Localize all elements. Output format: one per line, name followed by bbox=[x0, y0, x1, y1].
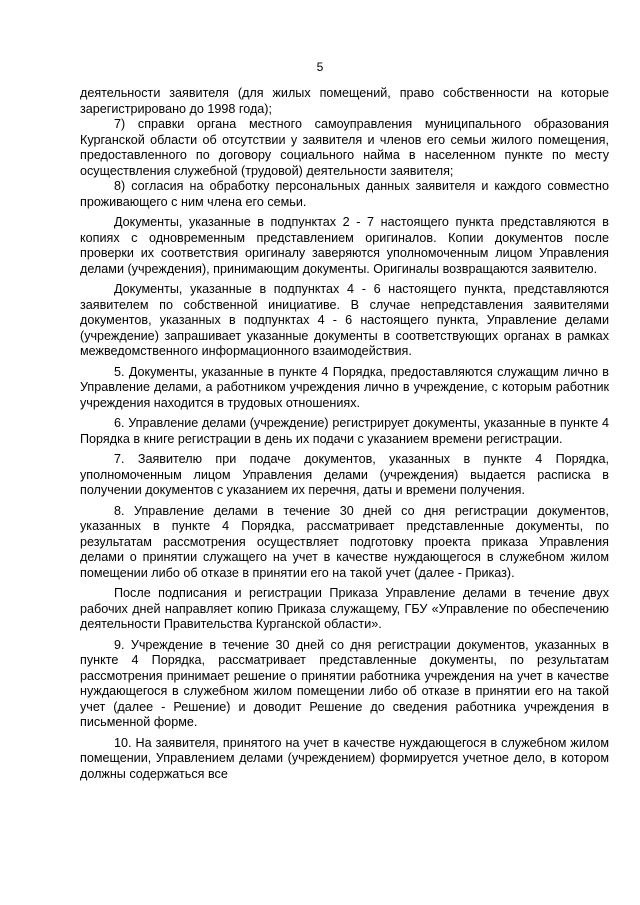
paragraph-clause-10: 10. На заявителя, принятого на учет в качестве нуждающегося в служебном жилом помещении, Управлением делами (учреждением) формируется учетное дело, в котором должны содержаться все bbox=[80, 735, 609, 781]
paragraph-initiative-note: Документы, указанные в подпунктах 4 - 6 настоящего пункта, представляются заявителем по собственной инициативе. В случае непредставления заявителями документов, указанных в подпунктах 4 - 6 настоящего пункта, Управление делами (учреждение) запрашивает указанные документы в соответствующих органах в рамках межведомственного информационного взаимодействия. bbox=[80, 282, 609, 358]
paragraph-item-8: 8) согласия на обработку персональных данных заявителя и каждого совместно проживающего с ним члена его семьи. bbox=[80, 179, 609, 209]
paragraph-clause-6: 6. Управление делами (учреждение) регистрирует документы, указанные в пункте 4 Порядка в книге регистрации в день их подачи с указанием времени регистрации. bbox=[80, 416, 609, 446]
paragraph-copies-note: Документы, указанные в подпунктах 2 - 7 настоящего пункта представляются в копиях с одновременным представлением оригиналов. Копии документов после проверки их соответствия оригиналу заверяются уполномоченным лицом Управления делами (учреждения), принимающим документы. Оригиналы возвращаются заявителю. bbox=[80, 215, 609, 276]
page-number: 5 bbox=[316, 60, 324, 74]
paragraph-clause-7: 7. Заявителю при подаче документов, указанных в пункте 4 Порядка, уполномоченным лицом Управления делами (учреждения) выдается расписка в получении документов с указанием их перечня, даты и времени получения. bbox=[80, 452, 609, 497]
paragraph-clause-9: 9. Учреждение в течение 30 дней со дня регистрации документов, указанных в пункте 4 Порядка, рассматривает представленные документы, по результатам рассмотрения принимает решение о принятии работника учреждения на учет в качестве нуждающегося в служебном жилом помещении либо об отказе в принятии его на такой учет (далее - Решение) и доводит Решение до сведения работника учреждения в письменной форме. bbox=[80, 637, 609, 729]
paragraph-item-7: 7) справки органа местного самоуправления муниципального образования Курганской области об отсутствии у заявителя и членов его семьи жилого помещения, предоставленного по договору социального найма в населенном пункте по месту осуществления служебной (трудовой) деятельности заявителя; bbox=[80, 117, 609, 178]
document-body bbox=[80, 86, 609, 782]
paragraph-clause-5: 5. Документы, указанные в пункте 4 Порядка, предоставляются служащим лично в Управление делами, а работником учреждения лично в учреждение, с которым работник учреждения находится в трудовых отношениях. bbox=[80, 364, 609, 410]
paragraph-continuation: деятельности заявителя (для жилых помещений, право собственности на которые зарегистрировано до 1998 года); bbox=[80, 86, 609, 116]
paragraph-clause-8: 8. Управление делами в течение 30 дней со дня регистрации документов, указанных в пункте 4 Порядка, рассматривает представленные документы, по результатам рассмотрения осуществляет подготовку проекта приказа Управления делами о принятии служащего на учет в качестве нуждающегося в служебном жилом помещении либо об отказе в принятии его на такой учет (далее - Приказ). bbox=[80, 503, 609, 580]
paragraph-order-copy: После подписания и регистрации Приказа Управление делами в течение двух рабочих дней направляет копию Приказа служащему, ГБУ «Управление по обеспечению деятельности Правительства Курганской области». bbox=[80, 586, 609, 631]
